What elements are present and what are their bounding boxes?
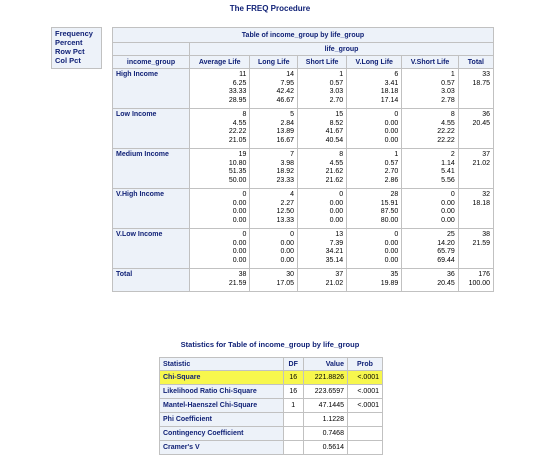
cell-value: 0 — [339, 191, 344, 198]
column-header: Total — [458, 56, 493, 69]
cell-value: 1 — [394, 151, 399, 158]
statistic-row — [160, 427, 383, 441]
cell-value: 0.57 — [441, 79, 455, 87]
table-cell — [402, 149, 459, 189]
cell-value: 16.67 — [276, 136, 295, 144]
column-header: Long Life — [250, 56, 298, 69]
cell-value: 25 — [446, 231, 455, 238]
cell-contents-legend — [51, 27, 102, 69]
cell-value: 20.45 — [437, 279, 455, 287]
stat-header-statistic: Statistic — [160, 358, 284, 371]
table-cell — [190, 109, 250, 149]
cell-value: 0.00 — [384, 128, 399, 135]
statistic-prob — [347, 413, 382, 427]
cell-value: 11 — [239, 71, 247, 78]
cell-value: 4.55 — [232, 119, 247, 127]
cell-value: 37 — [482, 151, 490, 158]
table-row — [113, 229, 494, 269]
cell-value: 0.00 — [384, 136, 399, 144]
cell-value: 2.86 — [384, 176, 399, 184]
blank-corner — [113, 43, 190, 56]
table-row — [113, 149, 494, 189]
cell-value: 28 — [390, 191, 399, 198]
cell-value: 2.78 — [441, 96, 455, 104]
cell-value: 0.00 — [329, 216, 344, 224]
cell-value: 0.00 — [232, 256, 247, 264]
table-cell — [458, 109, 493, 149]
cell-value: 2.70 — [384, 168, 399, 175]
legend-item: Percent — [55, 38, 83, 47]
cell-value: 5 — [290, 111, 295, 118]
cell-value: 87.50 — [380, 208, 399, 215]
statistic-prob — [347, 427, 382, 441]
statistics-title: Statistics for Table of income_group by life_group — [180, 340, 360, 349]
cell-value: 0 — [242, 231, 247, 238]
cell-value: 176 — [478, 271, 490, 278]
cell-value: 4.55 — [329, 159, 344, 167]
cell-value: 22.22 — [437, 128, 455, 135]
table-cell — [458, 149, 493, 189]
cell-value: 0.00 — [232, 248, 247, 255]
row-header: High Income — [113, 69, 190, 109]
stat-header-df: DF — [283, 358, 303, 371]
cell-value: 2 — [450, 151, 455, 158]
statistic-name: Cramer's V — [160, 441, 284, 455]
cell-value: 0.00 — [384, 119, 399, 127]
table-cell — [298, 229, 347, 269]
table-cell — [190, 269, 250, 292]
cell-value: 14.20 — [437, 239, 455, 247]
table-cell — [250, 189, 298, 229]
cell-value: 100.00 — [468, 279, 490, 287]
statistic-prob — [347, 441, 382, 455]
column-header: V.Short Life — [402, 56, 459, 69]
cell-value: 18.18 — [380, 88, 399, 95]
cell-value: 4 — [290, 191, 295, 198]
cell-value: 0.00 — [280, 248, 295, 255]
statistic-row — [160, 413, 383, 427]
page-title: The FREQ Procedure — [229, 4, 311, 13]
cell-value: 8 — [339, 151, 344, 158]
cell-value: 33 — [482, 71, 490, 78]
cell-value: 0 — [242, 191, 247, 198]
cell-value: 28.95 — [228, 96, 247, 104]
stat-header-value: Value — [303, 358, 347, 371]
cell-value: 50.00 — [228, 176, 247, 184]
cell-value: 3.41 — [384, 79, 399, 87]
statistic-row — [160, 441, 383, 455]
cell-value: 22.22 — [437, 136, 455, 144]
statistic-df: 1 — [283, 399, 303, 413]
table-cell — [402, 189, 459, 229]
cell-value: 3.03 — [441, 88, 455, 95]
statistic-row — [160, 385, 383, 399]
cell-value: 10.80 — [228, 159, 247, 167]
cell-value: 0.57 — [329, 79, 344, 87]
cell-value: 19 — [238, 151, 247, 158]
cell-value: 69.44 — [437, 256, 455, 264]
cell-value: 0.00 — [280, 256, 295, 264]
cell-value: 0.00 — [441, 199, 455, 207]
statistic-name: Likelihood Ratio Chi-Square — [160, 385, 284, 399]
cell-value: 12.50 — [276, 208, 295, 215]
table-cell — [347, 109, 402, 149]
statistic-prob: <.0001 — [347, 385, 382, 399]
statistic-df — [283, 427, 303, 441]
cell-value: 2.70 — [329, 96, 344, 104]
statistic-prob: <.0001 — [347, 371, 382, 385]
row-variable-header: income_group — [113, 56, 190, 69]
statistic-value: 47.1445 — [303, 399, 347, 413]
cell-value: 21.62 — [325, 176, 344, 184]
crosstab-table — [112, 27, 494, 292]
table-cell — [250, 149, 298, 189]
cell-value: 30 — [286, 271, 295, 278]
statistic-df — [283, 441, 303, 455]
column-header: Average Life — [190, 56, 250, 69]
crosstab-title: Table of income_group by life_group — [113, 28, 494, 43]
cell-value: 0.00 — [384, 248, 399, 255]
cell-value: 80.00 — [380, 216, 399, 224]
cell-value: 3.03 — [329, 88, 344, 95]
cell-value: 3.98 — [280, 159, 295, 167]
cell-value: 21.05 — [228, 136, 247, 144]
cell-value: 5.56 — [441, 176, 455, 184]
cell-value: 32 — [482, 191, 490, 198]
cell-value: 13.89 — [276, 128, 295, 135]
table-cell — [190, 229, 250, 269]
cell-value: 51.35 — [228, 168, 247, 175]
statistic-name: Chi-Square — [160, 371, 284, 385]
statistic-row — [160, 371, 383, 385]
cell-value: 20.45 — [472, 119, 490, 127]
cell-value: 8 — [242, 111, 247, 118]
cell-value: 0.00 — [232, 208, 247, 215]
column-header: Short Life — [298, 56, 347, 69]
column-variable-header: life_group — [190, 43, 494, 56]
cell-value: 21.62 — [325, 168, 344, 175]
cell-value: 18.18 — [472, 199, 490, 207]
row-header: Total — [113, 269, 190, 292]
table-cell — [347, 229, 402, 269]
cell-value: 41.67 — [325, 128, 344, 135]
cell-value: 8.52 — [329, 119, 344, 127]
cell-value: 18.92 — [276, 168, 295, 175]
statistic-name: Phi Coefficient — [160, 413, 284, 427]
cell-value: 0.00 — [384, 239, 399, 247]
cell-value: 36 — [446, 271, 455, 278]
legend-item: Col Pct — [55, 56, 81, 65]
table-cell — [298, 189, 347, 229]
cell-value: 15.91 — [380, 199, 399, 207]
table-cell — [347, 69, 402, 109]
cell-value: 21.59 — [228, 279, 247, 287]
row-header: V.Low Income — [113, 229, 190, 269]
statistic-value: 1.1228 — [303, 413, 347, 427]
cell-value: 0.00 — [329, 208, 344, 215]
cell-value: 1.14 — [441, 159, 455, 167]
cell-value: 1 — [339, 71, 344, 78]
cell-value: 0 — [394, 231, 399, 238]
statistic-name: Mantel-Haenszel Chi-Square — [160, 399, 284, 413]
cell-value: 42.42 — [276, 88, 295, 95]
table-cell — [402, 69, 459, 109]
cell-value: 21.02 — [325, 279, 344, 287]
table-row — [113, 109, 494, 149]
table-cell — [250, 269, 298, 292]
table-cell — [458, 269, 493, 292]
cell-value: 19.89 — [380, 279, 399, 287]
table-cell — [402, 109, 459, 149]
cell-value: 23.33 — [276, 176, 295, 184]
table-cell — [458, 69, 493, 109]
cell-value: 0.00 — [329, 199, 344, 207]
cell-value: 0 — [290, 231, 295, 238]
table-cell — [190, 149, 250, 189]
cell-value: 33.33 — [228, 88, 247, 95]
cell-value: 8 — [450, 111, 455, 118]
cell-value: 6 — [394, 71, 399, 78]
cell-value: 0.00 — [232, 216, 247, 224]
cell-value: 0.57 — [384, 159, 399, 167]
table-cell — [298, 109, 347, 149]
cell-value: 17.05 — [276, 279, 295, 287]
table-cell — [298, 149, 347, 189]
statistic-value: 221.8826 — [303, 371, 347, 385]
statistic-name: Contingency Coefficient — [160, 427, 284, 441]
row-header: Low Income — [113, 109, 190, 149]
cell-value: 46.67 — [276, 96, 295, 104]
statistic-value: 0.7468 — [303, 427, 347, 441]
cell-value: 7.95 — [280, 79, 295, 87]
table-cell — [347, 269, 402, 292]
legend-item: Row Pct — [55, 47, 85, 56]
cell-value: 40.54 — [325, 136, 344, 144]
cell-value: 0.00 — [232, 199, 247, 207]
table-cell — [190, 69, 250, 109]
table-row — [113, 189, 494, 229]
table-cell — [347, 189, 402, 229]
cell-value: 38 — [482, 231, 490, 238]
cell-value: 13 — [335, 231, 344, 238]
statistic-row — [160, 399, 383, 413]
table-cell — [190, 189, 250, 229]
table-cell — [347, 149, 402, 189]
cell-value: 14 — [286, 71, 295, 78]
cell-value: 35 — [390, 271, 399, 278]
cell-value: 0.00 — [384, 256, 399, 264]
table-cell — [458, 189, 493, 229]
cell-value: 1 — [450, 71, 455, 78]
row-header: V.High Income — [113, 189, 190, 229]
cell-value: 38 — [238, 271, 247, 278]
cell-value: 18.75 — [472, 79, 490, 87]
cell-value: 13.33 — [276, 216, 295, 224]
cell-value: 6.25 — [232, 79, 247, 87]
cell-value: 15 — [335, 111, 344, 118]
table-row — [113, 69, 494, 109]
stat-header-prob: Prob — [347, 358, 382, 371]
table-cell — [298, 269, 347, 292]
cell-value: 36 — [482, 111, 490, 118]
cell-value: 17.14 — [380, 96, 399, 104]
table-cell — [298, 69, 347, 109]
cell-value: 7 — [290, 151, 295, 158]
cell-value: 7.39 — [329, 239, 344, 247]
legend-item: Frequency — [55, 29, 93, 38]
cell-value: 0 — [450, 191, 455, 198]
statistics-table — [159, 357, 383, 455]
cell-value: 5.41 — [441, 168, 455, 175]
cell-value: 2.27 — [280, 199, 295, 207]
statistic-value: 0.5614 — [303, 441, 347, 455]
table-cell — [402, 269, 459, 292]
cell-value: 0 — [394, 111, 399, 118]
table-cell — [402, 229, 459, 269]
cell-value: 0.00 — [280, 239, 295, 247]
table-row — [113, 269, 494, 292]
cell-value: 0.00 — [232, 239, 247, 247]
cell-value: 22.22 — [228, 128, 247, 135]
row-header: Medium Income — [113, 149, 190, 189]
table-cell — [458, 229, 493, 269]
cell-value: 35.14 — [325, 256, 344, 264]
cell-value: 0.00 — [441, 208, 455, 215]
statistic-df: 16 — [283, 385, 303, 399]
cell-value: 2.84 — [280, 119, 295, 127]
statistic-df: 16 — [283, 371, 303, 385]
statistic-df — [283, 413, 303, 427]
table-cell — [250, 69, 298, 109]
cell-value: 65.79 — [437, 248, 455, 255]
statistic-value: 223.6597 — [303, 385, 347, 399]
table-cell — [250, 229, 298, 269]
column-header: V.Long Life — [347, 56, 402, 69]
statistic-prob: <.0001 — [347, 399, 382, 413]
table-cell — [250, 109, 298, 149]
cell-value: 34.21 — [325, 248, 344, 255]
cell-value: 21.59 — [472, 239, 490, 247]
cell-value: 4.55 — [441, 119, 455, 127]
cell-value: 21.02 — [472, 159, 490, 167]
cell-value: 37 — [335, 271, 344, 278]
cell-value: 0.00 — [441, 216, 455, 224]
